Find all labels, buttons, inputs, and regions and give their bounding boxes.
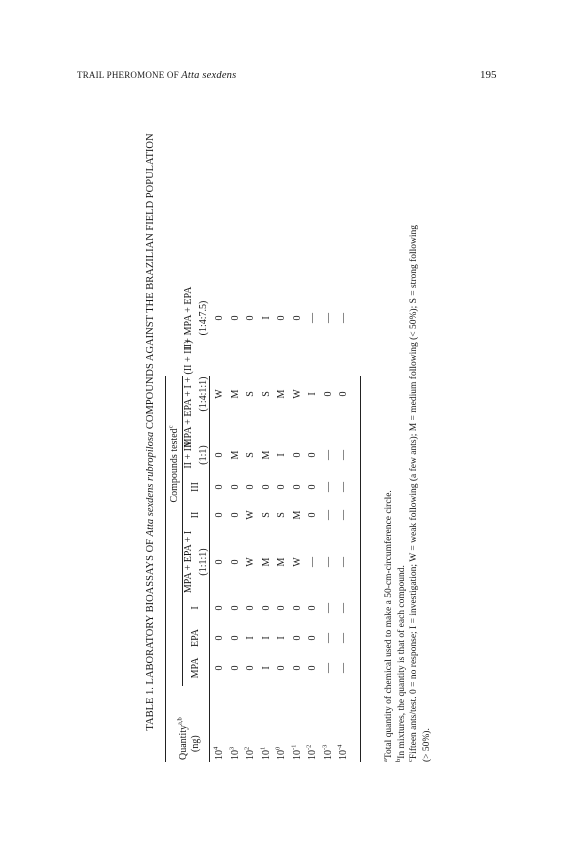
table-cell: 0 xyxy=(214,452,225,458)
column-header: MPA + EPA + I xyxy=(183,530,194,594)
footnote: $^c$Fifteen ants/test. 0 = no response; I = investigation; W = weak following (a few ants); M = medium following (< 50%); S = strong following xyxy=(406,224,419,762)
table-cell: — xyxy=(322,603,334,613)
quantity-cell: $10^{-3}$ xyxy=(321,744,334,760)
quantity-cell: $10^2$ xyxy=(243,746,256,760)
column-header-ratio: (1:4:1:1) xyxy=(198,376,209,412)
table-cell: 0 xyxy=(214,635,225,641)
table-cell: 0 xyxy=(245,315,256,321)
column-header: MPA xyxy=(190,657,201,679)
table-cell: I xyxy=(307,392,318,396)
quantity-header-sup: a,b xyxy=(176,717,184,725)
table-cell: 0 xyxy=(322,391,334,397)
caption-prefix: TABLE 1. LABORATORY BIOASSAYS OF xyxy=(145,536,156,731)
running-head-prefix: TRAIL PHEROMONE OF xyxy=(77,70,182,80)
table-cell: — xyxy=(322,510,334,520)
table-cell: — xyxy=(307,557,318,567)
table-cell: 0 xyxy=(229,315,241,321)
table-cell: 0 xyxy=(276,605,287,611)
table-cell: I xyxy=(276,453,287,457)
table-cell: S xyxy=(260,512,272,518)
table-cell: 0 xyxy=(229,605,241,611)
table-cell: — xyxy=(322,313,334,323)
quantity-cell: $10^{-2}$ xyxy=(305,744,318,760)
footnote: $^a$Total quantity of chemical used to make a 50-cm-circumference circle. xyxy=(381,490,394,762)
table-cell: 0 xyxy=(276,484,287,490)
table-cell: 0 xyxy=(276,315,287,321)
group-header-sup: c xyxy=(167,425,175,429)
quantity-cell: $10^1$ xyxy=(259,746,272,760)
table-cell: S xyxy=(245,452,256,458)
table-cell: — xyxy=(338,633,349,643)
column-header: I + MPA + EPA xyxy=(183,286,194,350)
table-cell: 0 xyxy=(291,665,303,671)
table-cell: M xyxy=(229,389,241,399)
table-cell: — xyxy=(338,663,349,673)
table-cell: 0 xyxy=(291,452,303,458)
table-cell: — xyxy=(338,313,349,323)
table-cell: 0 xyxy=(214,315,225,321)
table-cell: 0 xyxy=(214,512,225,518)
quantity-cell: $10^{-4}$ xyxy=(336,744,349,760)
table-cell: 0 xyxy=(229,512,241,518)
table-cell: 0 xyxy=(260,484,272,490)
table-cell: 0 xyxy=(214,559,225,565)
table-cell: S xyxy=(276,512,287,518)
table-cell: 0 xyxy=(307,635,318,641)
quantity-header: Quantity$^{a,b}$ xyxy=(176,717,189,760)
table-cell: 0 xyxy=(214,484,225,490)
quantity-cell: $10^3$ xyxy=(228,746,241,760)
table-cell: 0 xyxy=(229,635,241,641)
table-cell: 0 xyxy=(276,665,287,671)
footnotes xyxy=(381,224,433,762)
table-cell: 0 xyxy=(291,635,303,641)
table-cell: 0 xyxy=(307,665,318,671)
group-header: Compounds tested$^c$ xyxy=(167,425,180,503)
table-cell: 0 xyxy=(214,605,225,611)
page-number: 195 xyxy=(480,69,497,81)
table-cell: W xyxy=(245,557,256,567)
running-head-species: Atta sexdens xyxy=(181,70,237,81)
table-cell: 0 xyxy=(307,512,318,518)
column-header-ratio: (1:1:1) xyxy=(198,548,209,576)
table-top-rule xyxy=(165,376,166,762)
table-caption xyxy=(145,0,156,864)
footnote: (> 50%). xyxy=(421,728,432,762)
table-cell: 0 xyxy=(245,665,256,671)
table-cell: M xyxy=(229,450,241,460)
table-cell: M xyxy=(260,450,272,460)
table-cell: W xyxy=(291,389,303,399)
table-cell: 0 xyxy=(229,484,241,490)
footnote: $^b$In mixtures, the quantity is that of each compound. xyxy=(394,565,407,762)
column-header: II + III xyxy=(183,441,194,469)
quantity-cell: $10^0$ xyxy=(274,746,287,760)
table-cell: — xyxy=(338,557,349,567)
table-cell: — xyxy=(322,557,334,567)
table-cell: 0 xyxy=(229,665,241,671)
column-header-ratio: (1:4:7.5) xyxy=(198,300,209,336)
table-cell: — xyxy=(322,482,334,492)
table-cell: — xyxy=(338,510,349,520)
table-cell: S xyxy=(260,391,272,397)
table-cell: 0 xyxy=(291,484,303,490)
table-cell: W xyxy=(214,389,225,399)
caption-species: Atta sexdens rubropilosa xyxy=(145,431,156,537)
table-cell: 0 xyxy=(291,605,303,611)
table-cell: 0 xyxy=(229,559,241,565)
table-cell: — xyxy=(322,663,334,673)
table-cell: — xyxy=(338,482,349,492)
table-cell: 0 xyxy=(338,391,349,397)
quantity-cell: $10^{-1}$ xyxy=(290,744,303,760)
column-header: EPA xyxy=(190,629,201,647)
table-cell: — xyxy=(322,633,334,643)
table-cell: I xyxy=(260,666,272,670)
table-cell: I xyxy=(245,636,256,640)
table-bottom-rule xyxy=(360,376,361,762)
table-cell: 0 xyxy=(260,605,272,611)
table-cell: — xyxy=(307,313,318,323)
table-cell: 0 xyxy=(307,484,318,490)
table-cell: 0 xyxy=(291,315,303,321)
column-header: III xyxy=(190,482,201,492)
table-cell: 0 xyxy=(214,665,225,671)
quantity-cell: $10^4$ xyxy=(212,746,225,760)
table-cell: W xyxy=(245,510,256,520)
table-cell: S xyxy=(245,391,256,397)
table-cell: 0 xyxy=(245,484,256,490)
column-header: II xyxy=(190,511,201,519)
table-cell: — xyxy=(338,450,349,460)
caption-suffix: COMPOUNDS AGAINST THE BRAZILIAN FIELD POPULATION xyxy=(145,133,156,432)
column-header: MPA + EPA + I + (II + III) xyxy=(183,340,194,448)
table-cell: M xyxy=(276,389,287,399)
table-cell: I xyxy=(260,636,272,640)
table-cell: I xyxy=(276,636,287,640)
table-cell: 0 xyxy=(307,605,318,611)
table-cell: — xyxy=(338,603,349,613)
table-cell: M xyxy=(276,557,287,567)
table-cell: I xyxy=(260,316,272,320)
quantity-unit: (ng) xyxy=(190,735,201,752)
table-cell: M xyxy=(260,557,272,567)
column-header: I xyxy=(190,606,201,610)
table-cell: M xyxy=(291,510,303,520)
header-rule xyxy=(209,376,210,762)
table-cell: 0 xyxy=(307,452,318,458)
table-cell: W xyxy=(291,557,303,567)
column-header-ratio: (1:1) xyxy=(198,445,209,465)
table-cell: 0 xyxy=(245,605,256,611)
table-cell: — xyxy=(322,450,334,460)
